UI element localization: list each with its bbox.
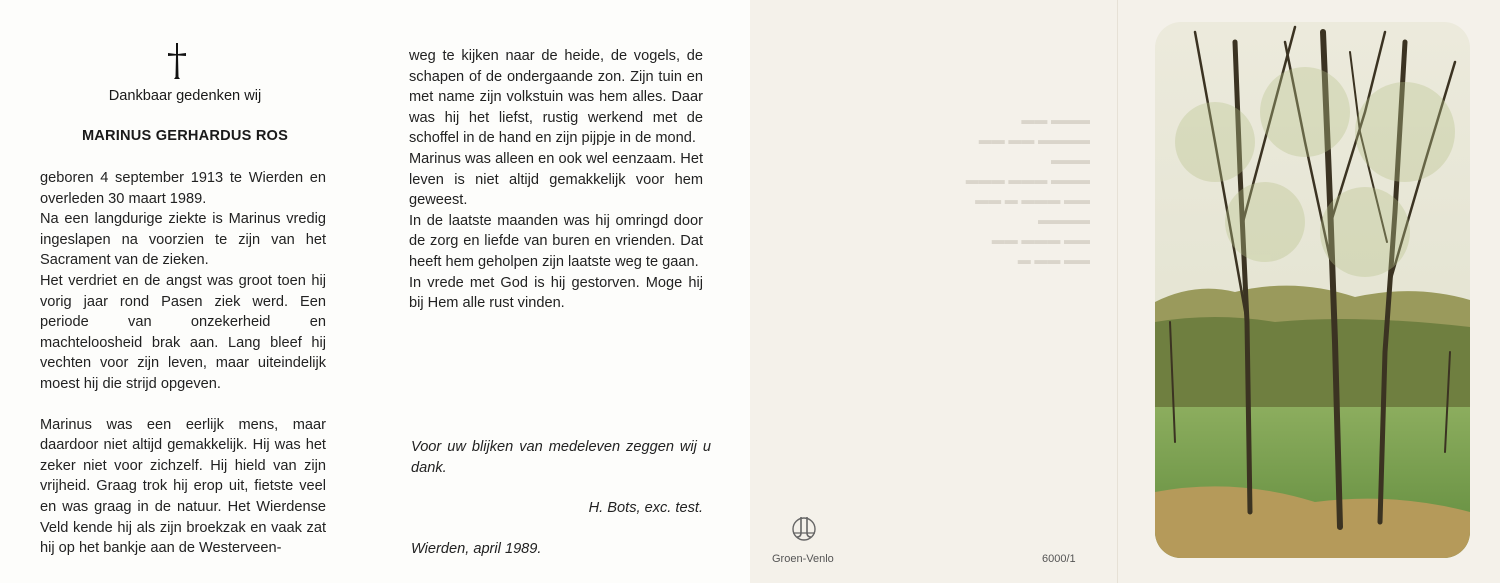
birth-death-paragraph: geboren 4 september 1913 te Wierden en overleden 30 maart 1989. [40,170,326,207]
place-date [411,539,701,560]
trees-landscape-photo-icon [1155,22,1470,558]
intro-text: Dankbaar gedenken wij [108,88,262,104]
lonely-paragraph: Marinus was alleen en ook wel eenzaam. Het leven is niet altijd gemakkelijk voor hem geweest. [409,150,703,209]
product-code: 6000/1 [1042,553,1076,565]
left-panel [0,0,375,583]
show-through-text: ▬▬▬ ▬▬ ▬▬▬▬ ▬▬ ▬▬ ▬▬▬ ▬▬▬ ▬▬▬ ▬▬▬ ▬▬ ▬▬▬ ▬ ▬▬ ▬▬▬▬ ▬▬ ▬▬▬ ▬▬ ▬▬ ▬▬ ▬ [965,112,1090,267]
care-paragraph: In de laatste maanden was hij omringd door de zorg en liefde van buren en vrienden. Dat heeft hem geholpen zijn laatste weg te gaan. [409,212,703,270]
publisher-logo-icon [790,513,818,543]
illness-paragraph: Na een langdurige ziekte is Marinus vredig ingeslapen na voorzien te zijn van het Sacrament van de zieken. [40,211,326,269]
deceased-name: MARINUS GERHARDUS ROS [81,128,289,144]
cross-icon [166,42,188,80]
thanks-line: Voor uw blijken van medeleven zeggen wij u dank. [411,439,711,476]
signature [411,498,703,519]
middle-panel [375,0,750,583]
peace-paragraph: In vrede met God is hij gestorven. Moge hij bij Hem alle rust vinden. [409,274,703,312]
card-fold [1117,0,1118,583]
place-date-line: Wierden, april 1989. [411,541,542,557]
thanks-text [411,437,711,478]
nature-paragraph: weg te kijken naar de heide, de vogels, de schapen of de ondergaande zon. Zijn tuin en met name zijn volkstuin was hem alles. Daar was hij het liefst, rustig werkend met de schoffel in de hand en zijn pijpje in de mond. [409,48,703,147]
publisher-name: Groen-Venlo [772,553,834,565]
signature-line: H. Bots, exc. test. [588,500,703,516]
character-paragraph: Marinus was een eerlijk mens, maar daardoor niet altijd gemakkelijk. Hij was het zeker niet voor zichzelf. Hij hield van zijn vrijheid. Graag trok hij erop uit, fietste veel en was graag in de natuur. Het Wierdense Veld kende hij als zijn broekzak en vaak zat hij op het bankje aan de Westerveen- [40,416,326,557]
grief-paragraph: Het verdriet en de angst was groot toen hij vorig jaar rond Pasen ziek werd. Een periode van onzekerheid en machteloosheid brak aan. Lang bleef hij vechten voor zijn leven, maar uiteindelijk moest hij die strijd opgeven. [40,272,326,392]
middle-text-block [409,46,703,314]
left-text-block [40,168,326,559]
